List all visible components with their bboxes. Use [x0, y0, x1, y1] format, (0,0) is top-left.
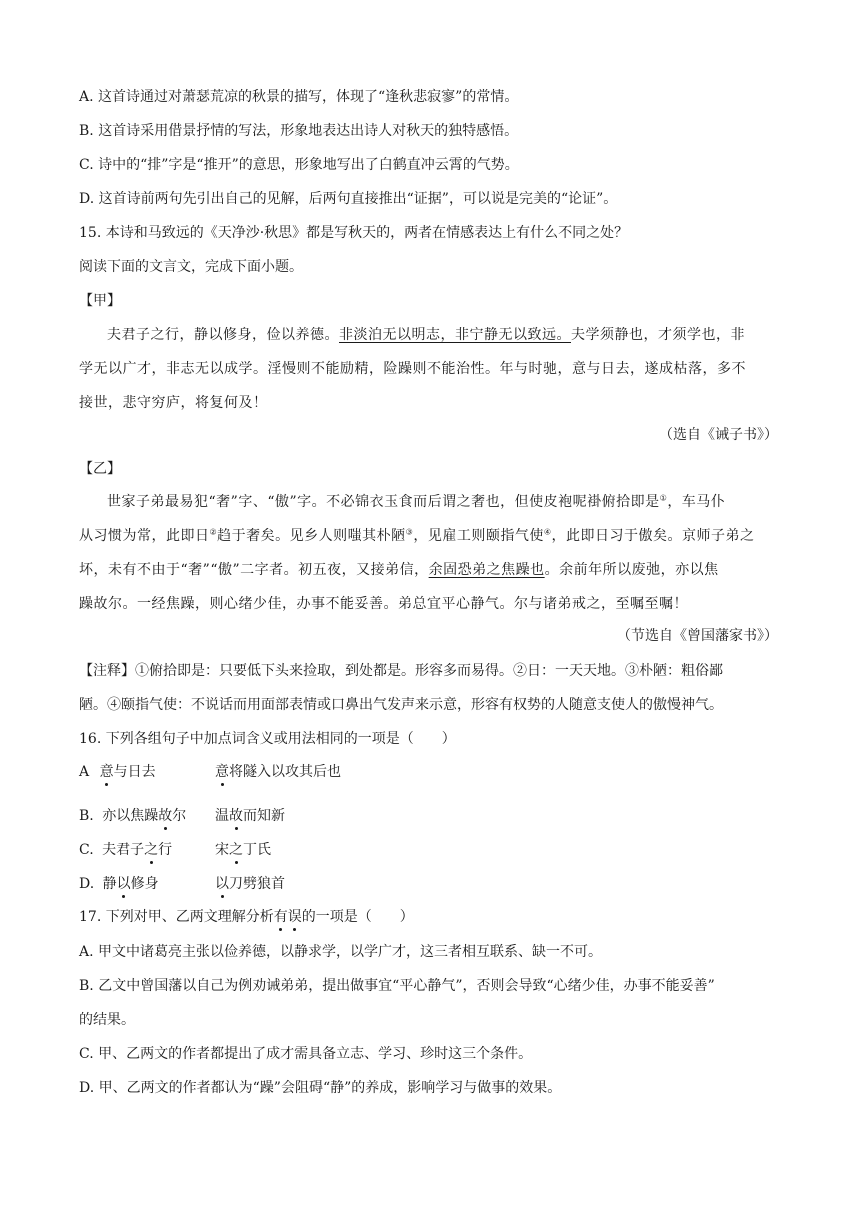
- footnote-marker-4: ④: [543, 527, 552, 537]
- yi-line1-end: ，车马仆: [667, 494, 726, 510]
- dotted-word: 意: [99, 764, 114, 780]
- q16-option-c-right: 宋之丁氏: [215, 842, 271, 858]
- q17-stem-b: 的一项是（ ）: [301, 909, 414, 925]
- q16-option-c-label: C.: [79, 842, 94, 858]
- passage-yi-line-4: 躁故尔。一经焦躁，则心绪少佳，办事不能妥善。弟总宜平心静气。尔与诸弟戒之，至嘱至嘱！: [79, 596, 688, 612]
- q16-option-c: [79, 840, 172, 860]
- q17-stem-emphasis: 有误: [273, 909, 302, 925]
- passage-yi-source: （节选自《曾国藩家书》）: [617, 628, 778, 644]
- yi-underlined-sentence: 余固恐弟之焦躁也: [428, 562, 545, 578]
- yi-line3-text-a: 坏，未有不由于“奢”“傲”二字者。初五夜，又接弟信，: [79, 562, 429, 578]
- passage-jia-source: （选自《诫子书》）: [659, 427, 778, 443]
- annotation-line-2: 陋。④颐指气使：不说话而用面部表情或口鼻出气发声来示意，形容有权势的人随意支使人的傲慢神气。: [79, 697, 723, 713]
- dotted-word: 意: [215, 764, 229, 780]
- dotted-word: 以: [116, 876, 131, 892]
- q14-option-a: A. 这首诗通过对萧瑟荒凉的秋景的描写，体现了“逢秋悲寂寥”的常情。: [79, 89, 519, 105]
- passage-jia-label: 【甲】: [79, 293, 121, 309]
- passage-yi-line-2: [79, 526, 755, 546]
- q16-option-a-left: 意与日去: [99, 764, 156, 780]
- q17-option-a: A. 甲文中诸葛亮主张以俭养德，以静求学，以学广才，这三者相互联系、缺一不可。: [79, 944, 603, 960]
- q17-option-c: C. 甲、乙两文的作者都提出了成才需具备立志、学习、珍时这三个条件。: [79, 1046, 533, 1062]
- q16-option-a-right: 意将隧入以攻其后也: [215, 764, 341, 780]
- dotted-word: 之: [229, 842, 243, 858]
- passage-jia-line-3: 接世，悲守穷庐，将复何及！: [79, 395, 268, 411]
- yi-line2-text-c: ，见雇工则颐指气使: [413, 528, 544, 544]
- passage-jia-line-1: [107, 325, 745, 345]
- dotted-word: 故: [158, 808, 173, 824]
- q16-option-a: [79, 762, 156, 782]
- q16-option-d-right: 以刀劈狼首: [215, 876, 285, 892]
- q16-option-b-label: B.: [79, 808, 94, 824]
- yi-line2-text-a: 从习惯为常，此即日: [79, 528, 210, 544]
- annotation-line-1: 【注释】①俯拾即是：只要低下头来捡取，到处都是。形容多而易得。②日：一天天地。③朴陋：粗俗鄙: [79, 663, 723, 679]
- dotted-word: 以: [215, 876, 229, 892]
- yi-line3-text-b: 。余前年所以废弛，亦以焦: [544, 562, 719, 578]
- q14-option-d: D. 这首诗前两句先引出自己的见解，后两句直接推出“证据”，可以说是完美的“论证”。: [79, 191, 618, 207]
- question-15: 15. 本诗和马致远的《天净沙·秋思》都是写秋天的，两者在情感表达上有什么不同之处？: [79, 225, 629, 241]
- yi-line1-text: 世家子弟最易犯“奢”字、“傲”字。不必锦衣玉食而后谓之奢也，但使皮袍呢褂俯拾即是: [107, 494, 660, 510]
- q16-option-c-left: 夫君子之行: [102, 842, 173, 858]
- passage-yi-label: 【乙】: [79, 461, 121, 477]
- q16-option-a-label: A: [79, 764, 90, 780]
- q14-option-c: C. 诗中的“排”字是“推开”的意思，形象地写出了白鹤直冲云霄的气势。: [79, 157, 519, 173]
- q16-option-d-label: D.: [79, 876, 95, 892]
- passage-yi-line-1: [107, 492, 725, 512]
- q17-stem: [79, 907, 414, 927]
- passage-yi-line-3: [79, 560, 719, 580]
- footnote-marker-2: ②: [209, 527, 218, 537]
- q16-option-b-left: 亦以焦躁故尔: [102, 808, 187, 824]
- q17-option-d: D. 甲、乙两文的作者都认为“躁”会阻碍“静”的养成，影响学习与做事的效果。: [79, 1080, 562, 1096]
- footnote-marker-1: ①: [659, 493, 668, 503]
- q16-stem: 16. 下列各组句子中加点词含义或用法相同的一项是（ ）: [79, 731, 456, 747]
- q14-option-b: B. 这首诗采用借景抒情的写法，形象地表达出诗人对秋天的独特感悟。: [79, 123, 519, 139]
- footnote-marker-3: ③: [405, 527, 414, 537]
- q17-option-b-line-2: 的结果。: [79, 1012, 135, 1028]
- jia-line1-text-a: 夫君子之行，静以修身，俭以养德。: [107, 327, 339, 343]
- jia-underlined-sentence: 非淡泊无以明志，非宁静无以致远。: [339, 327, 571, 343]
- q16-option-b-right: 温故而知新: [215, 808, 285, 824]
- yi-line2-text-b: 趋于奢矣。见乡人则嗤其朴陋: [217, 528, 406, 544]
- passage-jia-line-2: 学无以广才，非志无以成学。淫慢则不能励精，险躁则不能治性。年与时驰，意与日去，遂成枯落，多不: [79, 361, 746, 377]
- q17-stem-a: 17. 下列对甲、乙两文理解分析: [79, 909, 274, 925]
- dotted-word: 故: [229, 808, 243, 824]
- dotted-word: 之: [144, 842, 159, 858]
- q16-option-d-left: 静以修身: [102, 876, 159, 892]
- jia-line1-text-b: 夫学须静也，才须学也，非: [571, 327, 745, 343]
- q16-option-b: [79, 806, 186, 826]
- q16-option-d: [79, 874, 159, 894]
- q17-option-b-line-1: B. 乙文中曾国藩以自己为例劝诫弟弟，提出做事宜“平心静气”，否则会导致“心绪少佳，办事不能妥善”: [79, 978, 715, 994]
- reading-instructions: 阅读下面的文言文，完成下面小题。: [79, 259, 303, 275]
- yi-line2-text-d: ，此即日习于傲矣。京师子弟之: [551, 528, 755, 544]
